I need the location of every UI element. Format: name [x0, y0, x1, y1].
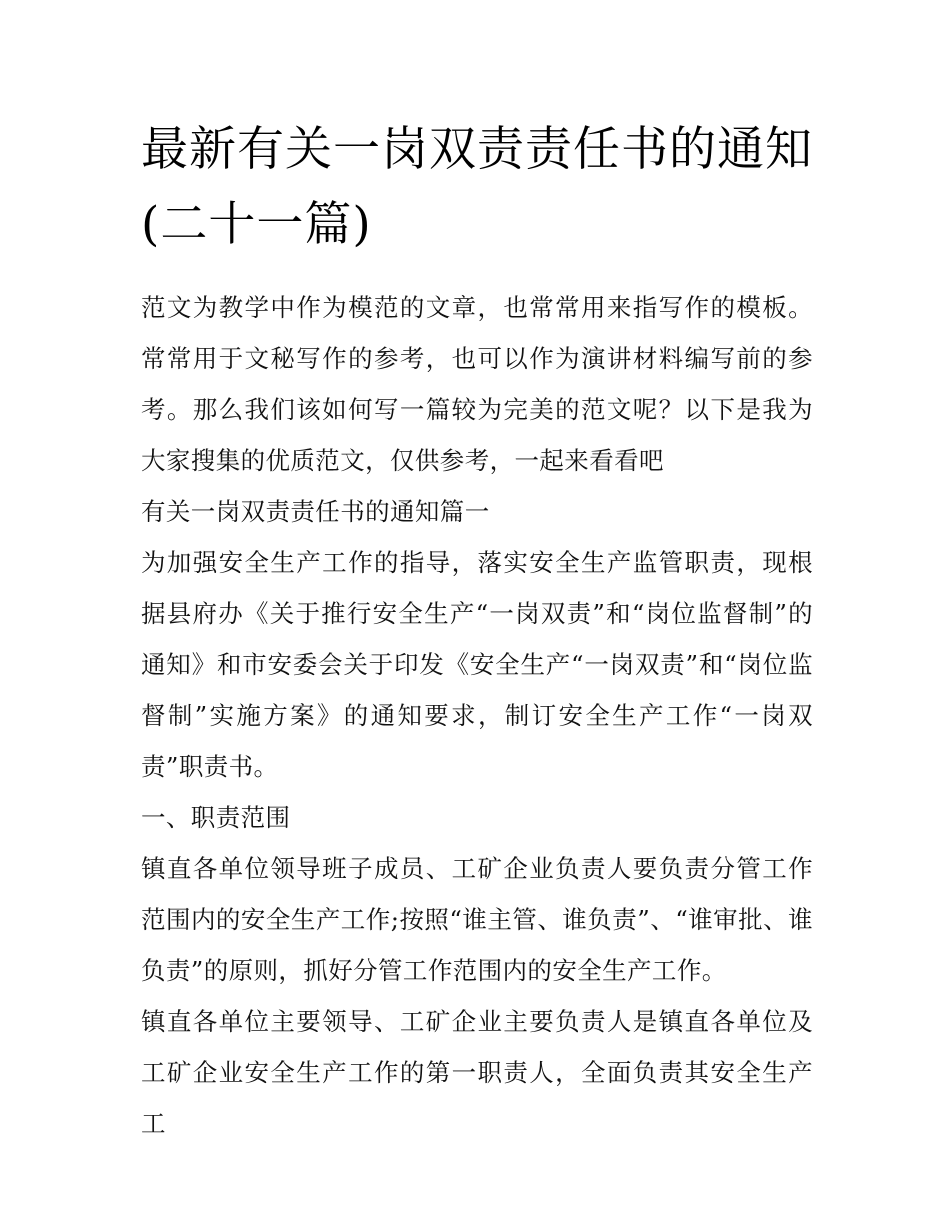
- body-paragraph: 镇直各单位主要领导、工矿企业主要负责人是镇直各单位及工矿企业安全生产工作的第一职责人，全面负责其安全生产工: [141, 1007, 813, 1138]
- body-paragraph: 镇直各单位领导班子成员、工矿企业负责人要负责分管工作范围内的安全生产工作;按照“谁主管、谁负责”、“谁审批、谁负责”的原则，抓好分管工作范围内的安全生产工作。: [141, 854, 813, 985]
- document-title: 最新有关一岗双责责任书的通知(二十一篇): [141, 122, 813, 252]
- section-heading: 有关一岗双责责任书的通知篇一: [141, 497, 490, 526]
- body-paragraph: 为加强安全生产工作的指导，落实安全生产监管职责，现根据县府办《关于推行安全生产“一岗双责”和“岗位监督制”的通知》和市安委会关于印发《安全生产“一岗双责”和“岗位监督制”实施方案》的通知要求，制订安全生产工作“一岗双责”职责书。: [141, 548, 813, 781]
- subsection-heading: 一、职责范围: [141, 803, 291, 832]
- document-body: [141, 112, 813, 1149]
- intro-paragraph: 范文为教学中作为模范的文章，也常常用来指写作的模板。常常用于文秘写作的参考，也可以作为演讲材料编写前的参考。那么我们该如何写一篇较为完美的范文呢？以下是我为大家搜集的优质范文，仅供参考，一起来看看吧: [141, 293, 813, 475]
